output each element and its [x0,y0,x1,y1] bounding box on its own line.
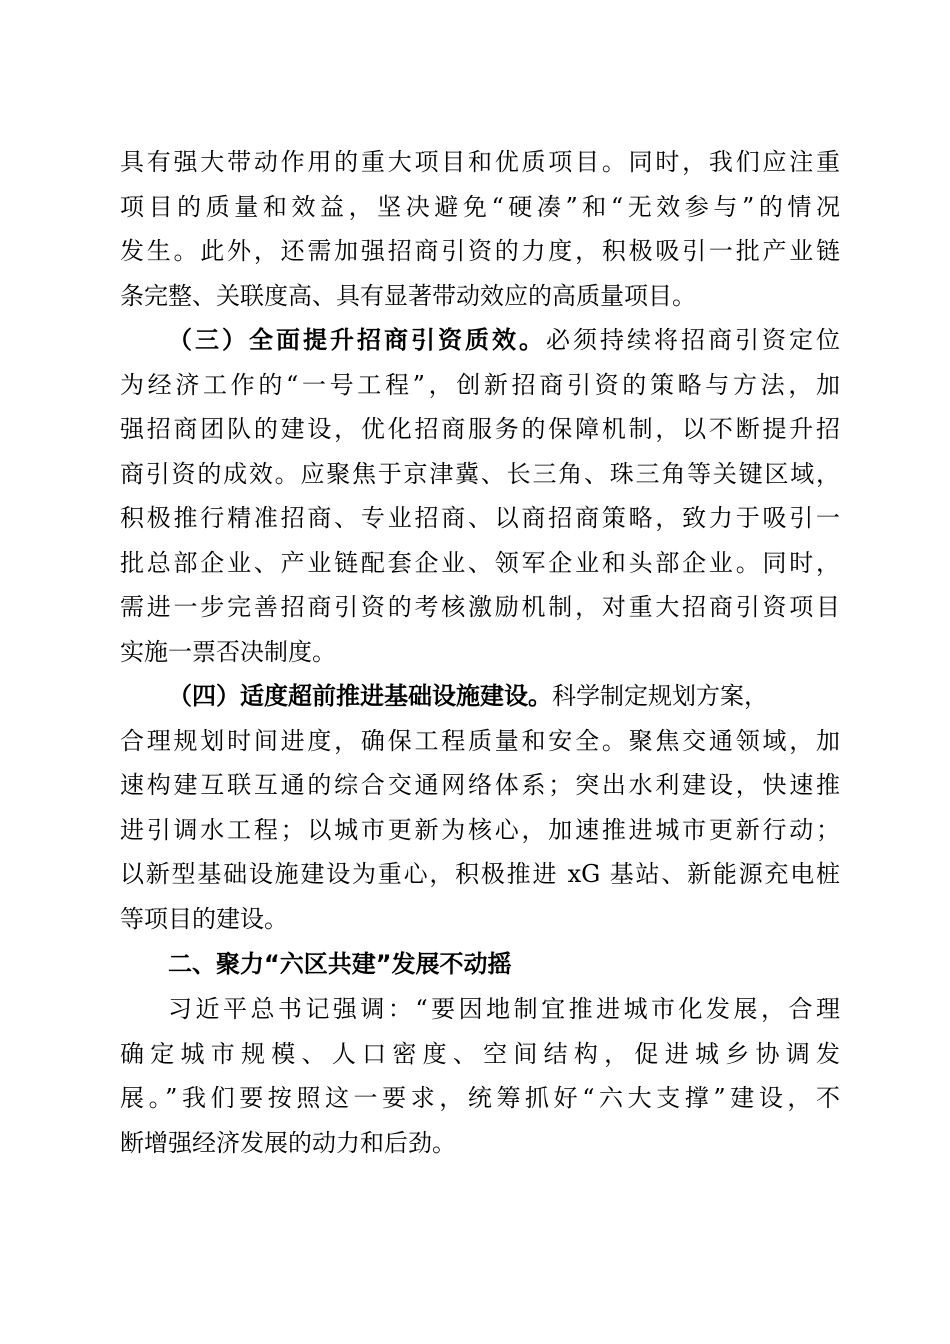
text-line-first [120,674,840,719]
text-line: 以新型基础设施建设为重心，积极推进 xG 基站、新能源充电桩 [120,860,840,888]
paragraph-investment-quality [120,318,840,674]
text-line: 条完整、关联度高、具有显著带动效应的高质量项目。 [120,281,696,310]
text-line: 速构建互联互通的综合交通网络体系；突出水利建设，快速推 [120,771,840,799]
paragraph-first-text: 必须持续将招商引资定位 [546,326,840,354]
text-line-first: 习近平总书记强调：“要因地制宜推进城市化发展，合理 [168,995,840,1023]
text-line: 展。”我们要按照这一要求，统筹抓好“六大支撑”建设，不 [120,1084,840,1112]
text-line: 等项目的建设。 [120,904,288,933]
text-line: 确定城市规模、人口密度、空间结构，促进城乡协调发 [120,1039,840,1068]
text-line: 进引调水工程；以城市更新为核心，加速推进城市更新行动； [120,815,840,844]
text-line: 为经济工作的“一号工程”，创新招商引资的策略与方法，加 [120,370,840,399]
paragraph-continuation [120,140,840,318]
paragraph-infrastructure [120,674,840,941]
text-line: 实施一票否决制度。 [120,637,336,666]
text-line: 批总部企业、产业链配套企业、领军企业和头部企业。同时， [120,548,840,577]
paragraph-lead-title: （三）全面提升招商引资质效。 [168,325,546,354]
text-line: 具有强大带动作用的重大项目和优质项目。同时，我们应注重 [120,148,840,176]
text-line: 积极推行精准招商、专业招商、以商招商策略，致力于吸引一 [120,504,840,532]
paragraph-first-text: 科学制定规划方案， [552,682,768,710]
document-body [120,140,840,1165]
text-line: 发生。此外，还需加强招商引资的力度，积极吸引一批产业链 [120,237,840,265]
text-line: 强招商团队的建设，优化招商服务的保障机制，以不断提升招 [120,415,840,443]
text-line: 项目的质量和效益，坚决避免“硬凑”和“无效参与”的情况 [120,192,840,221]
text-line: 断增强经济发展的动力和后劲。 [120,1128,456,1157]
text-line: 商引资的成效。应聚焦于京津冀、长三角、珠三角等关键区域， [120,459,840,488]
section-heading: 二、聚力“六区共建”发展不动摇 [168,950,512,978]
text-line: 合理规划时间进度，确保工程质量和安全。聚焦交通领域，加 [120,726,840,755]
text-line: 需进一步完善招商引资的考核激励机制，对重大招商引资项目 [120,593,840,621]
text-line-first [120,318,840,363]
paragraph-quote [120,987,840,1165]
paragraph-lead-title: （四）适度超前推进基础设施建设。 [168,681,552,710]
